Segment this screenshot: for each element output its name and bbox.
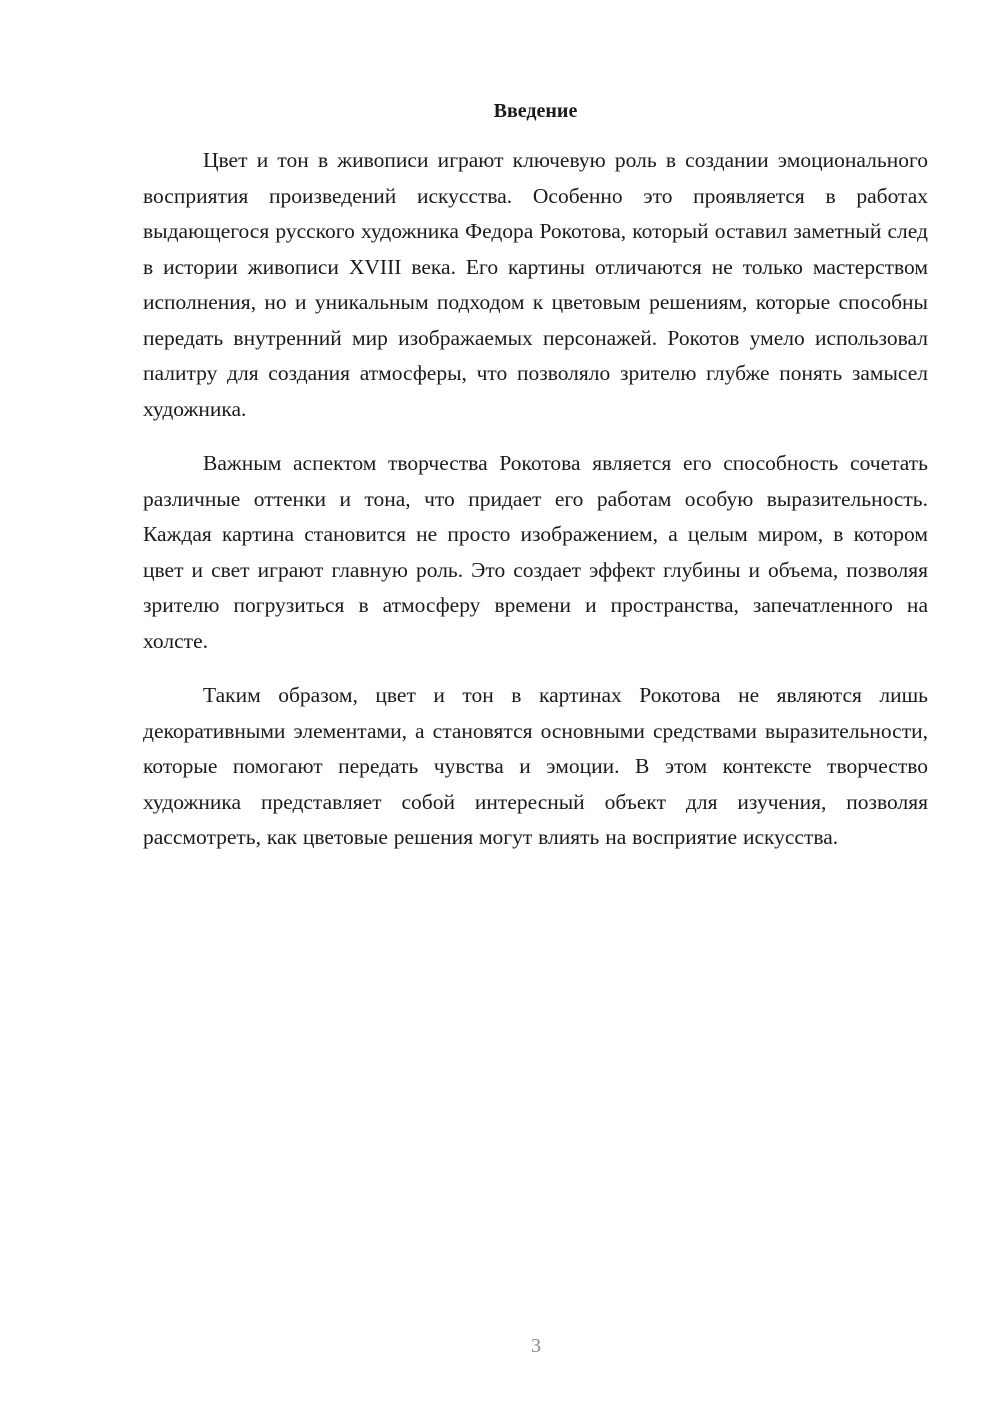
paragraph-1: Цвет и тон в живописи играют ключевую роль в создании эмоционального восприятия произведений искусства. Особенно это проявляется в работах выдающегося русского художника Федора Рокотова, который оставил заметный след в истории живописи XVIII века. Его картины отличаются не только мастерством исполнения, но и уникальным подходом к цветовым решениям, которые способны передать внутренний мир изображаемых персонажей. Рокотов умело использовал палитру для создания атмосферы, что позволяло зрителю глубже понять замысел художника.: [143, 148, 928, 421]
body-text: [143, 143, 928, 856]
page-title: Введение: [493, 100, 578, 122]
page-number: 3: [531, 1335, 541, 1357]
paragraph-2: Важным аспектом творчества Рокотова является его способность сочетать различные оттенки и тона, что придает его работам особую выразительность. Каждая картина становится не просто изображением, а целым миром, в котором цвет и свет играют главную роль. Это создает эффект глубины и объема, позволяя зрителю погрузиться в атмосферу времени и пространства, запечатленного на холсте.: [143, 451, 928, 653]
paragraph-3: Таким образом, цвет и тон в картинах Рокотова не являются лишь декоративными элементами, а становятся основными средствами выразительности, которые помогают передать чувства и эмоции. В этом контексте творчество художника представляет собой интересный объект для изучения, позволяя рассмотреть, как цветовые решения могут влиять на восприятие искусства.: [143, 683, 928, 849]
